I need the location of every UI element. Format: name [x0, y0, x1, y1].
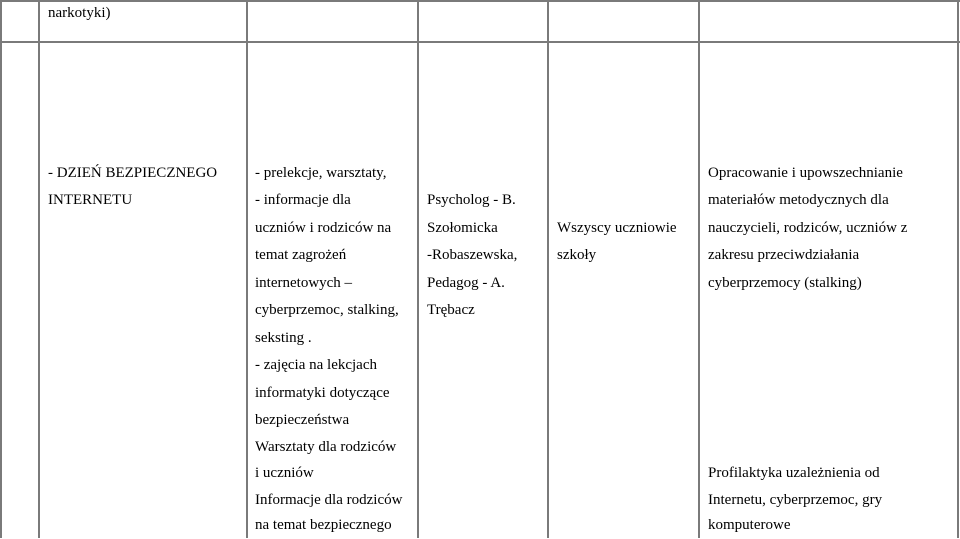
- outcome-line: Opracowanie i upowszechnianie: [708, 165, 903, 181]
- forms-line: Warsztaty dla rodziców: [255, 439, 397, 455]
- table-border-col1: [38, 0, 40, 538]
- outcome-line: Profilaktyka uzależnienia od: [708, 465, 880, 481]
- table-border-left: [0, 0, 2, 538]
- recipients-line: Wszyscy uczniowie: [557, 220, 677, 236]
- forms-line: Informacje dla rodziców: [255, 492, 403, 508]
- activity-line: INTERNETU: [48, 192, 133, 208]
- table-border-right: [957, 0, 959, 538]
- table-border-col5: [698, 0, 700, 538]
- table-border-col3: [417, 0, 419, 538]
- outcome-line: materiałów metodycznych dla: [708, 192, 889, 208]
- forms-line: i uczniów: [255, 465, 314, 481]
- outcome-line: komputerowe: [708, 517, 791, 533]
- forms-line: bezpieczeństwa: [255, 412, 350, 428]
- outcome-line: Internetu, cyberprzemoc, gry: [708, 492, 883, 508]
- forms-line: seksting .: [255, 330, 312, 346]
- table-border-col2: [246, 0, 248, 538]
- outcome-line: cyberprzemocy (stalking): [708, 275, 862, 291]
- table-border-col4: [547, 0, 549, 538]
- outcome-line: nauczycieli, rodziców, uczniów z: [708, 220, 908, 236]
- forms-line: - zajęcia na lekcjach: [255, 357, 377, 373]
- responsible-line: Trębacz: [427, 302, 475, 318]
- activity-line: - DZIEŃ BEZPIECZNEGO: [48, 165, 218, 181]
- forms-line: cyberprzemoc, stalking,: [255, 302, 399, 318]
- outcome-line: zakresu przeciwdziałania: [708, 247, 860, 263]
- forms-line: - informacje dla: [255, 192, 351, 208]
- recipients-line: szkoły: [557, 247, 597, 263]
- forms-line: na temat bezpiecznego: [255, 517, 392, 533]
- prev-row-activity-tail: narkotyki): [48, 5, 111, 21]
- responsible-line: Pedagog - A.: [427, 275, 505, 291]
- forms-line: - prelekcje, warsztaty,: [255, 165, 387, 181]
- forms-line: uczniów i rodziców na: [255, 220, 392, 236]
- forms-line: temat zagrożeń: [255, 247, 347, 263]
- responsible-line: Psycholog - B.: [427, 192, 516, 208]
- forms-line: informatyki dotyczące: [255, 385, 390, 401]
- table-border-top: [0, 0, 960, 2]
- responsible-line: Szołomicka: [427, 220, 498, 236]
- responsible-line: -Robaszewska,: [427, 247, 518, 263]
- row-separator: [0, 41, 960, 43]
- forms-line: internetowych –: [255, 275, 353, 291]
